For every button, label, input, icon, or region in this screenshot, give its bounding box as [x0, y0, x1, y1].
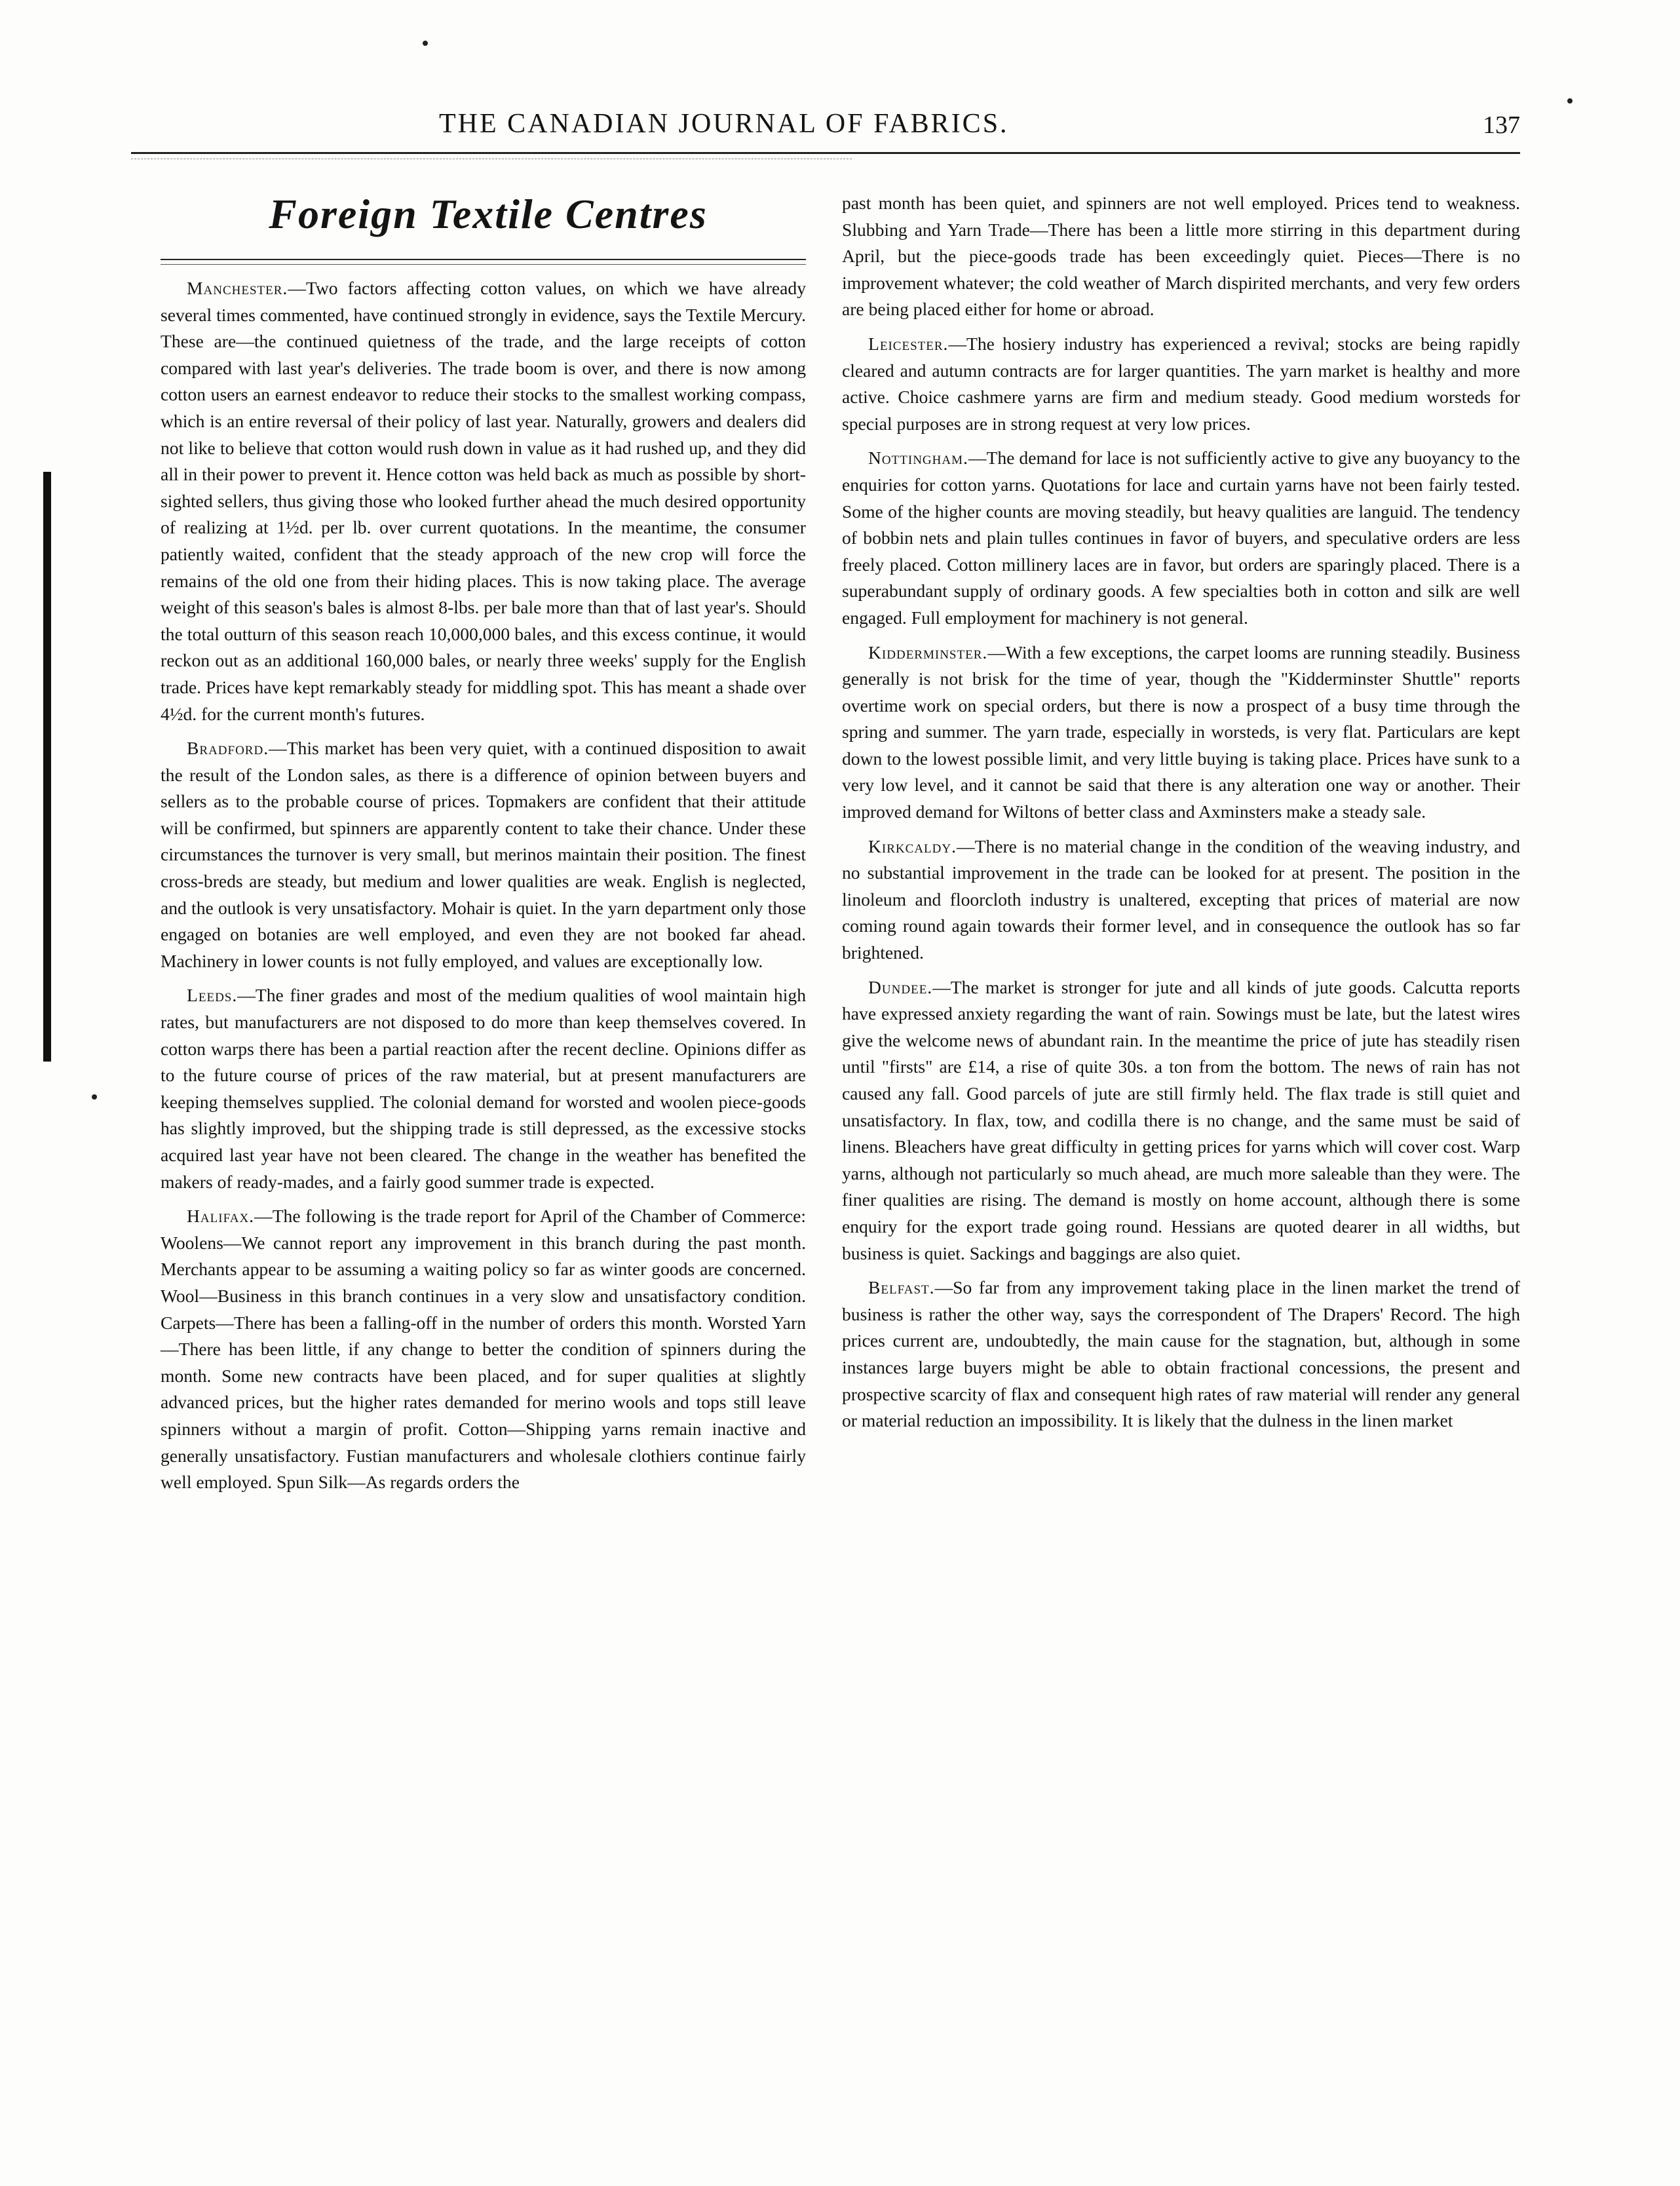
place-name: Leeds. — [187, 985, 238, 1006]
left-column — [161, 275, 806, 1504]
article-paragraph — [842, 190, 1520, 323]
paragraph-text: —So far from any improvement taking place in the linen market the trend of business is rather the other way, says the correspondent of The Drapers' Record. The high prices current are, undoubtedly, the main cause for the stagnation, but, although in some instances large buyers might be able to obtain fractional concessions, the present and prospective scarcity of flax and consequent high rates of raw material will render any general or material reduction an impossibility. It is likely that the dulness in the linen market — [842, 1277, 1520, 1431]
article-paragraph — [161, 982, 806, 1195]
place-name: Kidderminster. — [868, 642, 988, 662]
article-paragraph — [842, 974, 1520, 1267]
right-column — [842, 190, 1520, 1442]
place-name: Bradford. — [187, 738, 269, 759]
article-paragraph — [842, 445, 1520, 631]
place-name: Manchester. — [187, 278, 288, 298]
article-paragraph — [842, 640, 1520, 826]
place-name: Kirkcaldy. — [868, 835, 957, 856]
place-name: Halifax. — [187, 1206, 255, 1227]
article-paragraph — [842, 834, 1520, 967]
place-name: Dundee. — [868, 976, 933, 997]
paragraph-text: past month has been quiet, and spinners are not well employed. Prices tend to weakness. Slubbing and Yarn Trade—There has been a little more stirring in this department during April, but the piece-goods trade has been exceedingly quiet. Pieces—There is no improvement whatever; the cold weather of March dispirited merchants, and very few orders are being placed either for home or abroad. — [842, 193, 1520, 320]
paragraph-text: —With a few exceptions, the carpet looms are running steadily. Business generally is not brisk for the time of year, though the "Kidderminster Shuttle" reports overtime work on special orders, but there is now a prospect of a busy time through the spring and summer. The yarn trade, especially in worsteds, is very flat. Particulars are kept down to the lowest possible limit, and very little buying is taking place. Prices have sunk to a very low level, and it cannot be said that there is any alteration one way or another. Their improved demand for Wiltons of better class and Axminsters make a steady sale. — [842, 642, 1520, 822]
header-rule — [131, 152, 1520, 154]
paragraph-text: —The finer grades and most of the medium qualities of wool maintain high rates, but manufacturers are not disposed to do more than keep themselves covered. In cotton warps there has been a partial reaction after the recent decline. Opinions differ as to the future course of prices of the raw material, but at present manufacturers are keeping themselves supplied. The colonial demand for worsted and woolen piece-goods has slightly improved, but the shipping trade is still depressed, as the excessive stocks acquired last year have not been cleared. The change in the weather has benefited the makers of ready-mades, and a fairly good summer trade is expected. — [161, 985, 806, 1192]
paragraph-text: —Two factors affecting cotton values, on which we have already several times commented, have continued strongly in evidence, says the Textile Mercury. These are—the continued quietness of the trade, and the large receipts of cotton compared with last year's deliveries. The trade boom is over, and there is now among cotton users an earnest endeavor to reduce their stocks to the smallest working compass, which is an entire reversal of their policy of last year. Naturally, growers and dealers did not like to believe that cotton would rush down in value as it had rushed up, and they did all in their power to prevent it. Hence cotton was held back as much as possible by short-sighted sellers, thus giving those who looked further ahead the much desired opportunity of realizing at 1½d. per lb. over current quotations. In the meantime, the consumer patiently waited, confident that the steady approach of the new crop will force the remains of the old one from their hiding places. This is now taking place. The average weight of this season's bales is almost 8-lbs. per bale more than that of last year's. Should the total outturn of this season reach 10,000,000 bales, and this excess continue, it would reckon out as an additional 160,000 bales, or nearly three weeks' supply for the English trade. Prices have kept remarkably steady for middling spot. This has meant a shade over 4½d. for the current month's futures. — [161, 278, 806, 724]
page-header — [131, 108, 1520, 154]
margin-scan-mark — [43, 472, 51, 1062]
page-number: 137 — [1483, 111, 1520, 139]
article-paragraph — [161, 1203, 806, 1496]
paragraph-text: —The market is stronger for jute and all kinds of jute goods. Calcutta reports have expressed anxiety regarding the want of rain. Sowings must be late, but the latest wires give the welcome news of abundant rain. In the meantime the price of jute has steadily risen until "firsts" are £14, a rise of quite 30s. a ton from the bottom. The news of rain has not caused any fall. Good parcels of jute are still firmly held. The flax trade is still quiet and unsatisfactory. In flax, tow, and codilla there is no change, and the same must be said of linens. Bleachers have great difficulty in getting prices for yarns which will cover cost. Warp yarns, although not particularly so much ahead, are much more saleable than they were. The finer qualities are rising. The demand is mostly on home account, although there is some enquiry for the export trade going round. Hessians are quoted dearer in all widths, but business is quiet. Sackings and baggings are also quiet. — [842, 976, 1520, 1263]
title-rule-secondary — [161, 264, 806, 265]
paragraph-text: —This market has been very quiet, with a continued disposition to await the result of the London sales, as there is a difference of opinion between buyers and sellers as to the probable course of prices. Topmakers are confident that their attitude will be confirmed, but spinners are apparently content to take their chance. Under these circumstances the turnover is very small, but merinos maintain their position. The finest cross-breds are steady, but medium and lower qualities are weak. English is neglected, and the outlook is very unsatisfactory. Mohair is quiet. In the yarn department only those engaged on botanies are well employed, and even they are not booked far ahead. Machinery in lower counts is not fully employed, and values are exceptionally low. — [161, 738, 806, 971]
article-paragraph — [161, 735, 806, 974]
speck-mark — [92, 1094, 97, 1100]
journal-title: THE CANADIAN JOURNAL OF FABRICS. — [439, 109, 1009, 139]
paragraph-text: —The demand for lace is not sufficiently active to give any buoyancy to the enquiries for cotton yarns. Quotations for lace and curtain yarns have not been fairly tested. Some of the higher counts are moving steadily, but heavy qualities are languid. The tendency of bobbin nets and plain tulles continues in favor of buyers, and speculative orders are less freely placed. Cotton millinery laces are in favor, but orders are sparingly placed. There is a superabundant supply of ordinary goods. A few specialties both in cotton and silk are well engaged. Full employment for machinery is not general. — [842, 448, 1520, 628]
paragraph-text: —The following is the trade report for April of the Chamber of Commerce: Woolens—We cannot report any improvement in this branch during the past month. Merchants appear to be assuming a waiting policy so far as winter goods are concerned. Wool—Business in this branch continues in a very slow and unsatisfactory condition. Carpets—There has been a falling-off in the number of orders this month. Worsted Yarn—There has been little, if any change to better the condition of spinners during the month. Some new contracts have been placed, and for super qualities at slightly advanced prices, but the higher rates demanded for merino wools and tops still leave spinners without a margin of profit. Cotton—Shipping yarns remain inactive and generally unsatisfactory. Fustian manufacturers and wholesale clothiers continue fairly well employed. Spun Silk—As regards orders the — [161, 1206, 806, 1493]
place-name: Leicester. — [868, 333, 949, 354]
paragraph-text: —The hosiery industry has experienced a revival; stocks are being rapidly cleared and autumn contracts are for larger quantities. The yarn market is healthy and more active. Choice cashmere yarns are firm and medium steady. Good medium worsteds for special purposes are in strong request at very low prices. — [842, 333, 1520, 434]
section-title: Foreign Textile Centres — [269, 191, 708, 237]
paragraph-text: —There is no material change in the condition of the weaving industry, and no substantial improvement in the trade can be looked for at present. The position in the linoleum and floorcloth industry is unaltered, excepting that prices of material are now coming round again towards their former level, and in consequence the outlook has so far brightened. — [842, 835, 1520, 963]
title-rule — [161, 259, 806, 260]
speck-mark — [1567, 98, 1573, 104]
place-name: Belfast. — [868, 1277, 935, 1298]
article-paragraph — [842, 1275, 1520, 1434]
article-paragraph — [842, 331, 1520, 437]
speck-mark — [423, 41, 428, 46]
article-paragraph — [161, 275, 806, 727]
place-name: Nottingham. — [868, 448, 968, 469]
